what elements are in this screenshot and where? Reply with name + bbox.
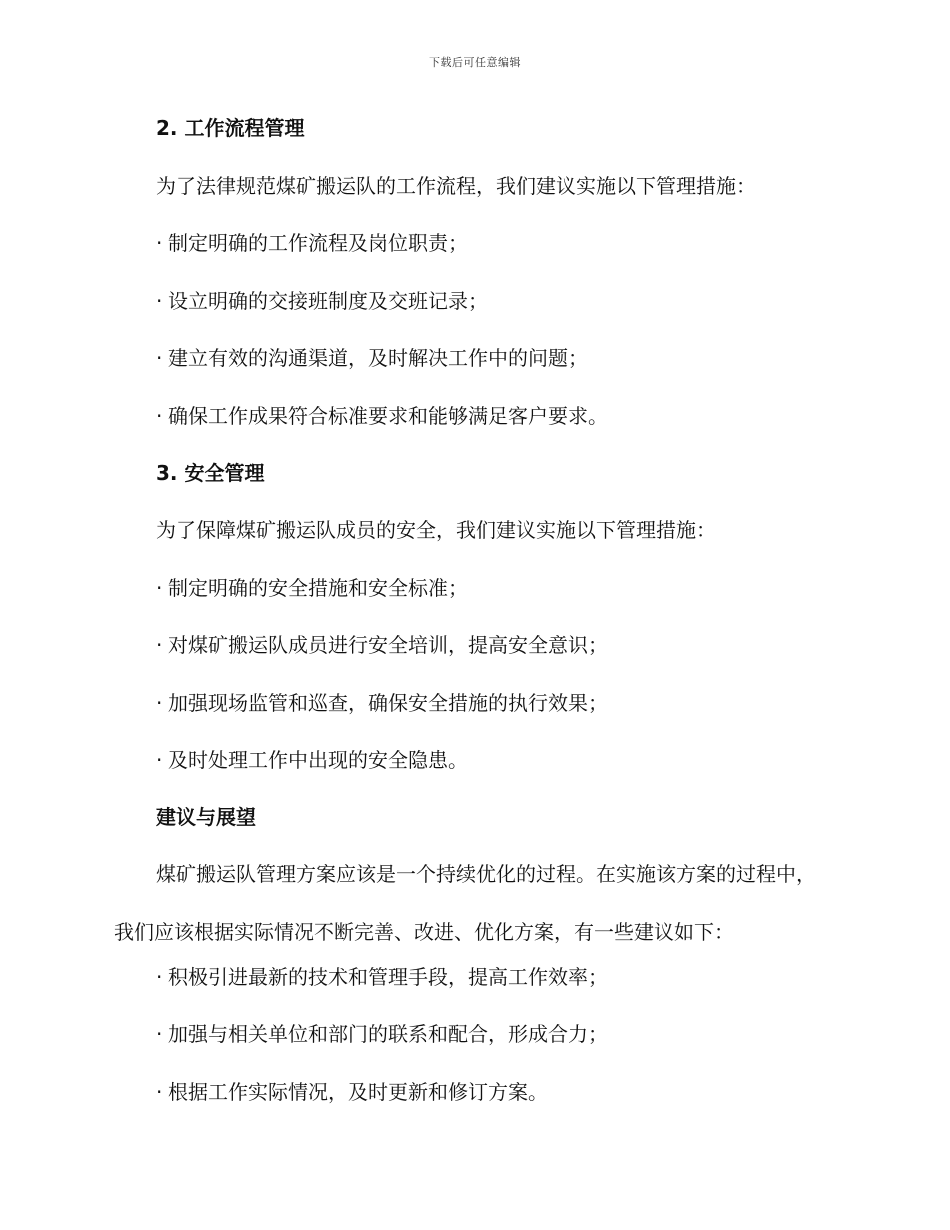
page-header: 下载后可任意编辑 — [429, 56, 521, 69]
list-item — [156, 1078, 548, 1106]
suggestions-paragraph: 煤矿搬运队管理方案应该是一个持续优化的过程。在实施该方案的过程中，我们应该根据实际情况不断完善、改进、优化方案，有一些建议如下： — [114, 862, 816, 944]
section-heading-suggestions: 建议与展望 — [156, 805, 256, 829]
bullet-icon: · — [156, 748, 163, 772]
list-item-text: 积极引进最新的技术和管理手段，提高工作效率； — [168, 965, 608, 989]
list-item-text: 及时处理工作中出现的安全隐患。 — [168, 748, 468, 772]
list-item-text: 加强现场监管和巡查，确保安全措施的执行效果； — [168, 691, 608, 715]
bullet-icon: · — [156, 1022, 163, 1046]
list-item — [156, 287, 488, 315]
bullet-icon: · — [156, 691, 163, 715]
section-heading-workflow: 2. 工作流程管理 — [156, 116, 305, 140]
bullet-icon: · — [156, 965, 163, 989]
bullet-icon: · — [156, 1080, 163, 1104]
list-item-text: 制定明确的安全措施和安全标准； — [168, 576, 468, 600]
bullet-icon: · — [156, 404, 163, 428]
list-item — [156, 963, 608, 991]
list-item — [156, 574, 468, 602]
list-item — [156, 402, 608, 430]
list-item — [156, 229, 468, 257]
list-item-text: 确保工作成果符合标准要求和能够满足客户要求。 — [168, 404, 608, 428]
list-item-text: 设立明确的交接班制度及交班记录； — [168, 289, 488, 313]
section-intro-workflow: 为了法律规范煤矿搬运队的工作流程，我们建议实施以下管理措施： — [156, 174, 756, 198]
bullet-icon: · — [156, 289, 163, 313]
bullet-icon: · — [156, 346, 163, 370]
list-item — [156, 631, 608, 659]
section-intro-safety: 为了保障煤矿搬运队成员的安全，我们建议实施以下管理措施： — [156, 518, 716, 542]
list-item-text: 根据工作实际情况，及时更新和修订方案。 — [168, 1080, 548, 1104]
bullet-icon: · — [156, 576, 163, 600]
list-item-text: 制定明确的工作流程及岗位职责； — [168, 231, 468, 255]
list-item — [156, 344, 588, 372]
list-item — [156, 689, 608, 717]
bullet-icon: · — [156, 633, 163, 657]
list-item-text: 对煤矿搬运队成员进行安全培训，提高安全意识； — [168, 633, 608, 657]
bullet-icon: · — [156, 231, 163, 255]
list-item — [156, 1020, 608, 1048]
list-item-text: 加强与相关单位和部门的联系和配合，形成合力； — [168, 1022, 608, 1046]
section-heading-safety: 3. 安全管理 — [156, 461, 265, 485]
list-item — [156, 746, 468, 774]
list-item-text: 建立有效的沟通渠道，及时解决工作中的问题； — [168, 346, 588, 370]
